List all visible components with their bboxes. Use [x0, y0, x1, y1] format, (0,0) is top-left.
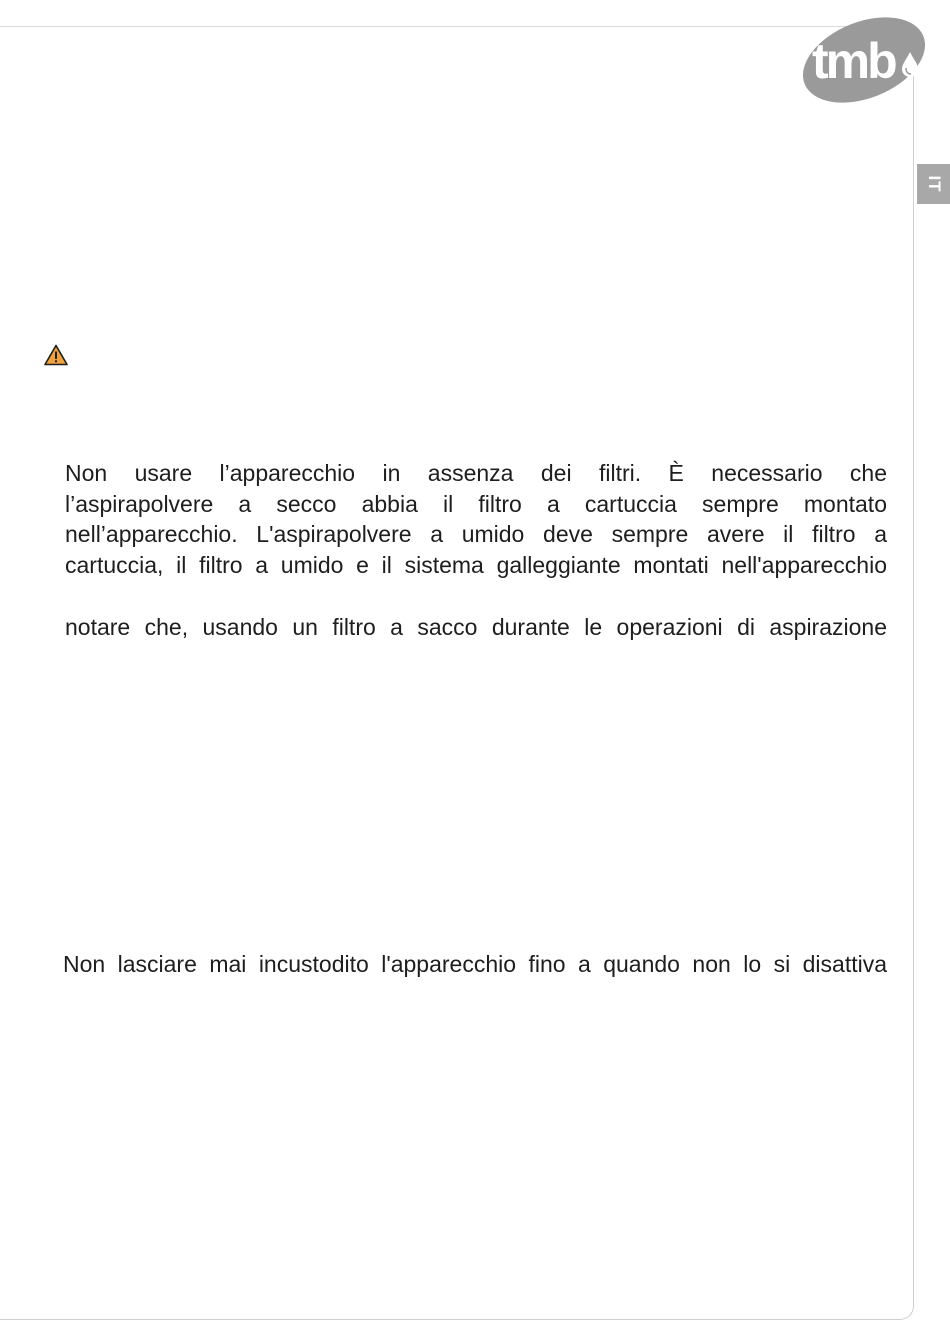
paragraph-line: cartuccia, il filtro a umido e il sistema galleggiante montati nell'apparecchio [65, 551, 887, 578]
brand-logo-text: tmb [812, 33, 895, 89]
paragraph-line: l’aspirapolvere a secco abbia il filtro a cartuccia sempre montato [65, 490, 887, 517]
language-tab-label: IT [924, 175, 944, 193]
bag-filter-note-paragraph: notare che, usando un filtro a sacco durante le operazioni di aspirazione [65, 614, 887, 640]
filters-warning-paragraph [65, 458, 887, 580]
warning-triangle-icon [44, 344, 68, 366]
paragraph-line: nell’apparecchio. L'aspirapolvere a umido deve sempre avere il filtro a [65, 521, 887, 548]
language-tab[interactable] [917, 164, 950, 204]
paragraph-line: Non usare l’apparecchio in assenza dei filtri. È necessario che [65, 460, 887, 486]
page-border [0, 26, 914, 1320]
brand-logo [796, 8, 932, 110]
unattended-warning-paragraph: Non lasciare mai incustodito l'apparecchio fino a quando non lo si disattiva [63, 951, 887, 977]
